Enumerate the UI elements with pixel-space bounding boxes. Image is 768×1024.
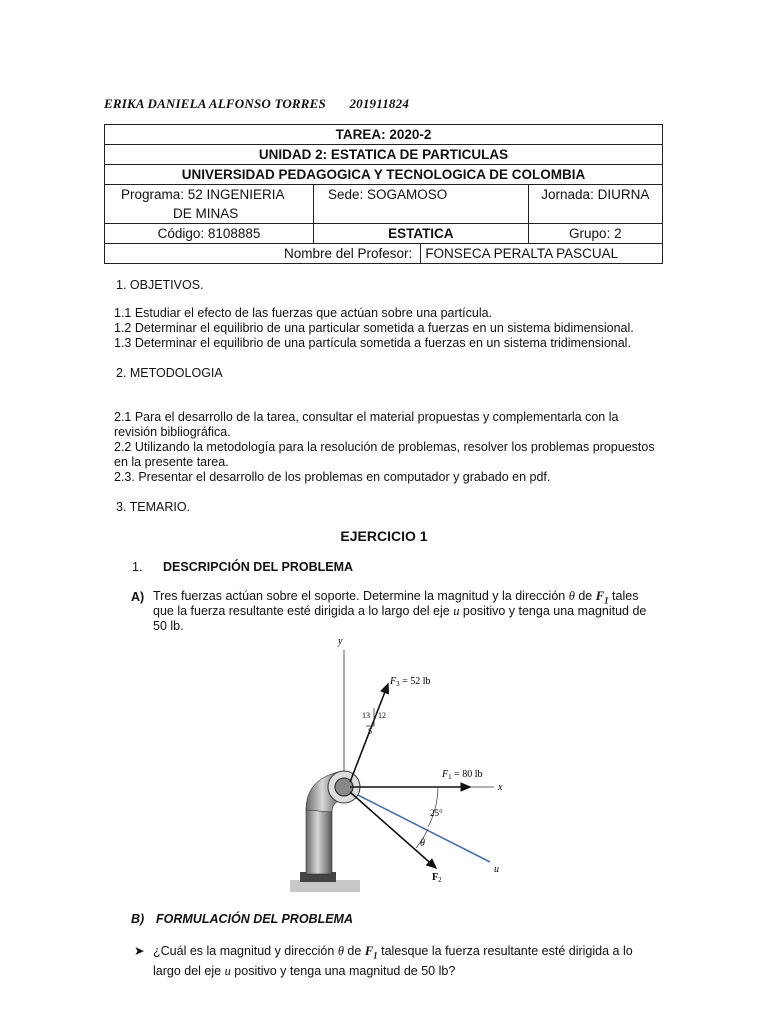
angle-25-arc [428, 787, 438, 827]
f2-vector [350, 792, 436, 868]
header-table [104, 124, 663, 264]
author-code: 201911824 [349, 96, 410, 111]
part-a-line1-post: tales [608, 589, 639, 603]
f1-label [441, 769, 483, 781]
x-axis-label: x [498, 782, 503, 793]
jornada-cell: Jornada: DIURNA [528, 185, 662, 224]
question-line2 [153, 962, 455, 980]
unidad-cell: UNIDAD 2: ESTATICA DE PARTICULAS [105, 145, 663, 165]
codigo-cell: Código: 8108885 [105, 224, 314, 244]
f1-name: F [442, 769, 449, 780]
f1-subscript: 1 [604, 595, 609, 606]
temario-heading: 3. TEMARIO. [116, 500, 191, 514]
question-line2-pre: largo del eje [153, 964, 225, 978]
theta-symbol: θ [568, 589, 575, 603]
author-line [104, 96, 429, 112]
theta-label: θ [420, 838, 425, 849]
descripcion-title: DESCRIPCIÓN DEL PROBLEMA [163, 560, 354, 574]
f3-label [389, 676, 431, 688]
f3-sub: 3 [396, 680, 400, 688]
question-de: de [343, 944, 365, 958]
part-a-label: A) [131, 590, 145, 604]
support-post [290, 771, 360, 892]
u-axis-label: u [494, 864, 499, 875]
objetivo-1-3: 1.3 Determinar el equilibrio de una partícula sometida a fuerzas en un sistema tridimensional. [114, 336, 631, 350]
u-symbol: u [453, 604, 460, 618]
tarea-cell: TAREA: 2020-2 [105, 125, 663, 145]
objetivo-1-2: 1.2 Determinar el equilibrio de una particular sometida a fuerzas en un sistema bidimensional. [114, 321, 634, 335]
de-text: de [574, 589, 596, 603]
f1-value: = 80 lb [451, 769, 483, 780]
objetivos-heading: 1. OBJETIVOS. [116, 278, 204, 292]
sede-cell: Sede: SOGAMOSO [314, 185, 529, 224]
profesor-label-cell: Nombre del Profesor: [105, 244, 421, 264]
programa-line1: Programa: 52 INGENIERIA [121, 187, 285, 202]
part-a-line3: 50 lb. [153, 619, 184, 633]
question-mid: talesque la fuerza resultante esté dirigida a lo [377, 944, 633, 958]
metodologia-2-3: 2.3. Presentar el desarrollo de los problemas en computador y grabado en pdf. [114, 470, 551, 484]
question-f1-sub: 1 [373, 950, 378, 961]
universidad-cell: UNIVERSIDAD PEDAGOGICA Y TECNOLOGICA DE COLOMBIA [105, 165, 663, 185]
f3-name: F [390, 676, 397, 687]
metodologia-2-1b: revisión bibliográfica. [114, 425, 231, 439]
metodologia-heading: 2. METODOLOGIA [116, 366, 223, 380]
part-b-title: FORMULACIÓN DEL PROBLEMA [156, 912, 353, 926]
question-theta: θ [337, 944, 344, 958]
metodologia-2-2b: en la presente tarea. [114, 455, 229, 469]
triangle-5-label: 5 [368, 727, 372, 736]
y-axis-label: y [338, 636, 343, 647]
question-line2-post: positivo y tenga una magnitud de 50 lb? [230, 964, 456, 978]
question-pre: ¿Cuál es la magnitud y dirección [153, 944, 338, 958]
f2-name: F [432, 872, 439, 883]
u-axis [348, 790, 490, 862]
bullet-arrow: ➤ [134, 944, 145, 958]
part-a-line2-post: positivo y tenga una magnitud de [459, 604, 647, 618]
objetivo-1-1: 1.1 Estudiar el efecto de las fuerzas que actúan sobre una partícula. [114, 306, 493, 320]
metodologia-2-1a: 2.1 Para el desarrollo de la tarea, consultar el material propuestas y complementarla con la [114, 410, 619, 424]
question-f1: F [364, 944, 374, 958]
part-b-label: B) [131, 912, 145, 926]
metodologia-2-2a: 2.2 Utilizando la metodología para la resolución de problemas, resolver los problemas propuestos [114, 440, 655, 454]
f2-sub: 2 [438, 876, 442, 884]
question-u: u [224, 964, 231, 978]
part-a-line2 [153, 604, 646, 619]
f2-label [432, 872, 442, 884]
programa-line2: DE MINAS [173, 206, 239, 221]
part-a-line2-pre: que la fuerza resultante esté dirigida a lo largo del eje [153, 604, 454, 618]
asignatura-cell: ESTATICA [314, 224, 529, 244]
programa-cell [105, 185, 314, 224]
grupo-cell: Grupo: 2 [528, 224, 662, 244]
part-a-line1-pre: Tres fuerzas actúan sobre el soporte. Determine la magnitud y la dirección [153, 589, 569, 603]
f3-value: = 52 lb [399, 676, 431, 687]
triangle-12-label: 12 [378, 711, 386, 720]
support-force-diagram [270, 632, 520, 894]
f1-sub: 1 [448, 773, 452, 781]
f1-symbol: F [595, 589, 605, 603]
descripcion-number: 1. [132, 560, 143, 574]
author-name: ERIKA DANIELA ALFONSO TORRES [104, 96, 326, 111]
triangle-13-label: 13 [362, 711, 370, 720]
angle-25-label: 25° [430, 808, 443, 818]
profesor-cell: FONSECA PERALTA PASCUAL [421, 244, 663, 264]
ejercicio-title: EJERCICIO 1 [340, 528, 428, 544]
